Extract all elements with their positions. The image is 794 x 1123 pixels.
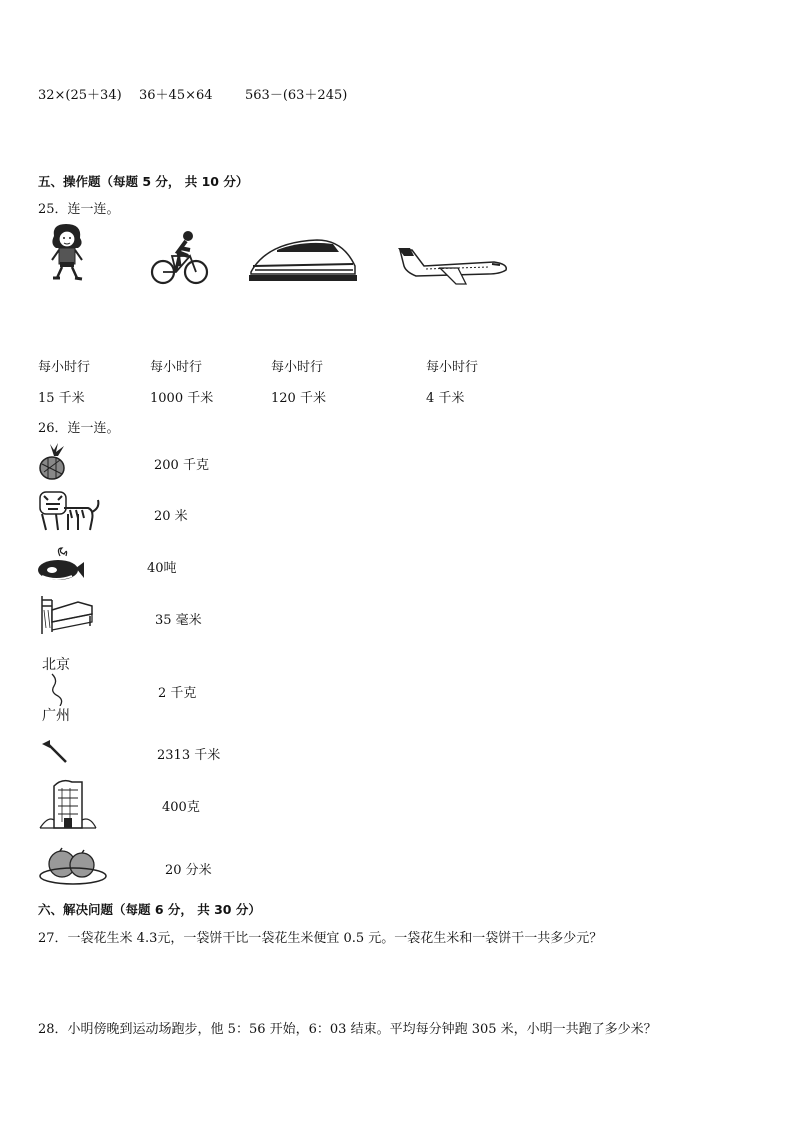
speed-4-line1: 每小时行 <box>426 360 479 375</box>
q27-text: 27．一袋花生米 4.3元，一袋饼干比一袋花生米便宜 0.5 元。一袋花生米和一袋饼干一共多少元？ <box>38 931 603 946</box>
building-icon <box>38 776 98 830</box>
q26-label: 26．连一连。 <box>38 421 120 436</box>
map-label-guangzhou: 广州 <box>42 708 70 724</box>
speed-4-line2: 4 千米 <box>426 391 465 406</box>
speed-2-line2: 1000 千米 <box>150 391 214 406</box>
expression-3: 563－(63＋245) <box>245 88 348 103</box>
section-6-heading: 六、解决问题（每题 6 分， 共 30 分） <box>38 902 261 917</box>
fruit-plate-icon <box>38 846 108 886</box>
unit-4: 35 毫米 <box>155 613 202 628</box>
airplane-icon <box>396 244 510 288</box>
q25-label: 25．连一连。 <box>38 202 120 217</box>
speed-3-line1: 每小时行 <box>271 360 324 375</box>
unit-5: 2 千克 <box>158 686 197 701</box>
map-label-beijing: 北京 <box>42 657 70 673</box>
cyclist-icon <box>150 228 210 288</box>
whale-icon <box>36 546 86 582</box>
speed-2-line1: 每小时行 <box>150 360 203 375</box>
unit-8: 20 分米 <box>165 863 212 878</box>
speed-1-line2: 15 千米 <box>38 391 85 406</box>
tiger-icon <box>38 490 102 532</box>
girl-walking-icon <box>44 222 90 284</box>
route-map <box>46 672 76 706</box>
nail-icon <box>40 738 68 766</box>
unit-1: 200 千克 <box>154 458 209 473</box>
expression-1: 32×(25＋34) <box>38 88 122 103</box>
section-5-heading: 五、操作题（每题 5 分， 共 10 分） <box>38 174 249 189</box>
unit-6: 2313 千米 <box>157 748 221 763</box>
unit-7: 400克 <box>162 800 200 815</box>
unit-2: 20 米 <box>154 509 188 524</box>
pineapple-icon <box>38 442 70 480</box>
speed-1-line1: 每小时行 <box>38 360 91 375</box>
q28-text: 28．小明傍晚到运动场跑步，他 5：56 开始，6：03 结束。平均每分钟跑 305 米，小明一共跑了多少米？ <box>38 1022 657 1037</box>
unit-3: 40吨 <box>147 561 177 576</box>
bed-icon <box>38 592 94 636</box>
speed-3-line2: 120 千米 <box>271 391 326 406</box>
bullet-train-icon <box>247 236 359 286</box>
expression-2: 36＋45×64 <box>139 88 213 103</box>
